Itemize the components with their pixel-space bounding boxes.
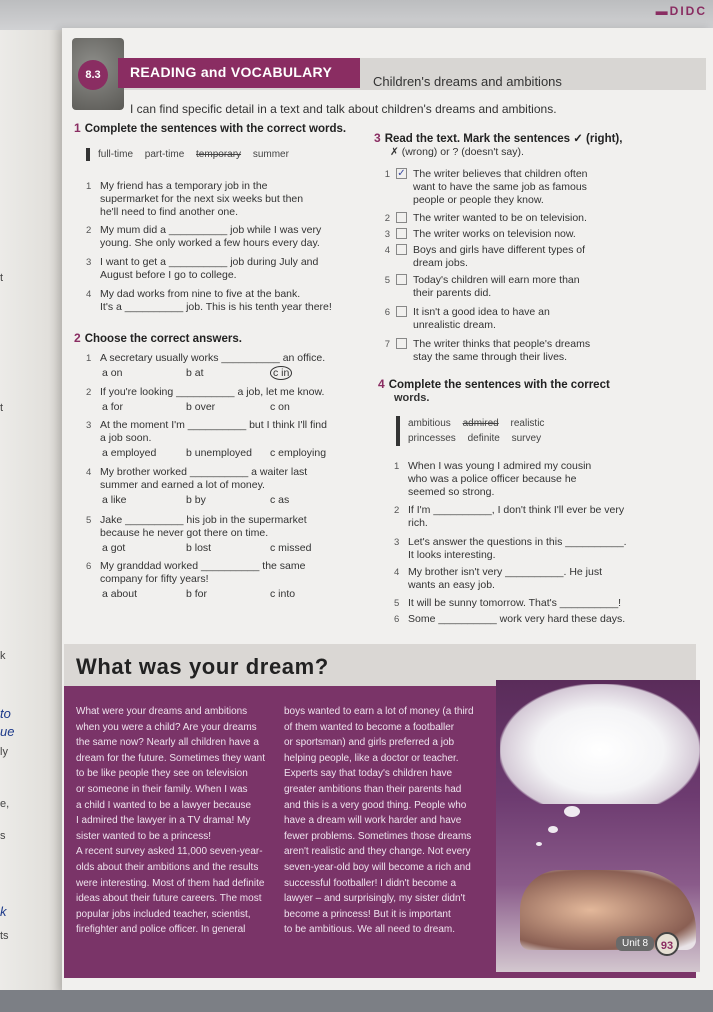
answer-options [102, 367, 354, 380]
article-line: of them wanted to become a footballer [284, 721, 455, 733]
exercise-item [86, 560, 376, 600]
item-text: who was a police officer because he [408, 473, 577, 485]
item-number: 4 [394, 567, 400, 578]
item-text: My granddad worked __________ the same [100, 560, 306, 572]
word-option: full-time [98, 149, 134, 160]
item-number: 2 [86, 387, 92, 398]
answer-option[interactable]: b over [186, 401, 216, 413]
item-number: 3 [384, 229, 390, 240]
item-text: A secretary usually works __________ an office. [100, 352, 326, 364]
item-text: summer and earned a lot of money. [100, 479, 265, 491]
margin-note: e, [0, 798, 10, 810]
tf-item [374, 228, 644, 241]
exercise-1 [74, 122, 364, 322]
item-text: It will be sunny tomorrow. That's __________! [408, 597, 622, 609]
word-option-used: admired [462, 418, 499, 429]
answer-checkbox[interactable] [396, 306, 407, 317]
item-number: 1 [384, 169, 390, 180]
item-text: supermarket for the next six weeks but then [100, 193, 304, 205]
answer-option[interactable]: a like [102, 494, 127, 506]
answer-options [102, 588, 354, 601]
answer-option[interactable]: c as [270, 494, 290, 506]
answer-options [102, 401, 354, 414]
answer-option[interactable]: c employing [270, 447, 327, 459]
article-title: What was your dream? [76, 654, 329, 679]
tf-item [374, 168, 644, 207]
article-line: greater ambitions than their parents had [284, 783, 462, 795]
article-line: firefighter and police officer. In general [76, 924, 246, 936]
item-text: rich. [408, 517, 428, 529]
article-line: become a princess! But it is important [284, 908, 451, 920]
item-number: 7 [384, 339, 390, 350]
exercise-item [86, 224, 376, 250]
word-option: definite [467, 433, 500, 444]
item-number: 3 [86, 420, 92, 431]
item-text: seemed so strong. [408, 486, 495, 498]
answer-options [102, 494, 354, 507]
article-line: What were your dreams and ambitions [76, 706, 248, 717]
answer-checkbox[interactable] [396, 244, 407, 255]
item-text: If you're looking __________ a job, let me know. [100, 386, 325, 398]
dream-cloud-image [500, 684, 700, 804]
word-option: part-time [144, 149, 185, 160]
article-line: helping people, like a doctor or teacher. [284, 752, 459, 764]
item-text: It's a __________ job. This is his tenth year there! [100, 301, 332, 313]
exercise-instruction: Choose the correct answers. [84, 333, 242, 345]
item-text: The writer works on television now. [413, 228, 576, 240]
exercise-item [86, 466, 376, 506]
article-line: lawyer – and surprisingly, my sister didn't [284, 893, 466, 905]
answer-checkbox[interactable] [396, 338, 407, 349]
item-text: a job soon. [100, 432, 152, 444]
exercise-item [394, 613, 664, 626]
article-line: Experts say that today's children have [284, 768, 453, 780]
article-line: seven-year-old boy will become a rich and [284, 861, 471, 873]
answer-option[interactable]: c into [270, 588, 296, 600]
answer-checkbox[interactable] [396, 274, 407, 285]
item-text: dream jobs. [413, 257, 468, 269]
word-box [86, 148, 298, 161]
margin-note: k [0, 904, 7, 919]
answer-option[interactable]: b at [186, 367, 204, 379]
answer-checkbox[interactable]: ✓ [397, 168, 406, 179]
answer-option[interactable]: a for [102, 401, 124, 413]
circled-answer: c in [270, 366, 292, 380]
word-option: ambitious [408, 418, 451, 429]
item-text: It isn't a good idea to have an [413, 306, 550, 318]
article-line: have a dream will work harder and have [284, 815, 462, 827]
answer-option[interactable]: a on [102, 367, 123, 379]
answer-checkbox[interactable] [396, 212, 407, 223]
item-text: I want to get a __________ job during July and [100, 256, 319, 268]
margin-note: ue [0, 724, 15, 739]
item-text: people or people they know. [413, 194, 544, 206]
item-text: My dad works from nine to five at the bank. [100, 288, 301, 300]
article-line: dream for the future. Sometimes they want [76, 752, 265, 764]
item-number: 6 [384, 307, 390, 318]
item-text: Some __________ work very hard these days. [408, 613, 626, 625]
bottom-edge [0, 990, 713, 1012]
word-option: survey [511, 433, 542, 444]
item-text: young. She only worked a few hours every day. [100, 237, 320, 249]
exercise-item [394, 536, 664, 562]
exercise-item [86, 256, 376, 282]
article-line: I admired the lawyer in a TV drama! My [76, 815, 251, 827]
answer-option[interactable]: c on [270, 401, 290, 413]
answer-option-circled[interactable] [270, 367, 354, 380]
answer-option[interactable]: b for [186, 588, 208, 600]
article-line: ideas about their future careers. The most [76, 893, 262, 905]
item-text: The writer believes that children often [413, 168, 588, 180]
article-line: fewer problems. Sometimes those dreams [284, 830, 472, 842]
item-text: wants an easy job. [408, 579, 495, 591]
tf-item [374, 338, 644, 364]
exercise-number: 3 [374, 131, 381, 145]
lesson-number-badge: 8.3 [78, 60, 108, 90]
item-number: 5 [86, 515, 92, 526]
exercise-instruction: Read the text. Mark the sentences ✓ (right), [384, 133, 623, 145]
margin-note: t [0, 402, 4, 414]
exercise-1-title [74, 122, 364, 136]
answer-option[interactable]: a employed [102, 447, 157, 459]
item-number: 2 [384, 213, 390, 224]
exercise-item [86, 180, 376, 219]
thought-bubble-icon [536, 842, 542, 846]
item-number: 2 [86, 225, 92, 236]
item-number: 5 [384, 275, 390, 286]
word-option: realistic [510, 418, 545, 429]
article-line: a child I wanted to be a lawyer because [76, 799, 252, 811]
item-text: August before I go to college. [100, 269, 237, 281]
item-text: want to have the same job as famous [413, 181, 587, 193]
unit-label: Unit 8 [616, 936, 654, 951]
item-text: The writer thinks that people's dreams [413, 338, 591, 350]
thought-bubble-icon [564, 806, 580, 817]
exercise-item [86, 386, 376, 413]
exercise-number: 4 [378, 377, 385, 391]
left-page-edge [0, 30, 68, 990]
article-line: to be ambitious. We all need to dream. [284, 924, 456, 936]
exercise-instruction: words. [394, 392, 430, 404]
item-text: My mum did a __________ job while I was very [100, 224, 322, 236]
exercise-2 [74, 332, 364, 612]
article-line: or someone in their family. When I was [76, 783, 248, 795]
exercise-instruction: Complete the sentences with the correct words. [84, 123, 347, 135]
exercise-item [86, 352, 376, 379]
exercise-4-title [378, 378, 648, 392]
article-line: the same now? Nearly all children have a [76, 737, 259, 749]
exercise-number: 1 [74, 121, 81, 135]
item-text: My brother isn't very __________. He just [408, 566, 603, 578]
section-title: READING and VOCABULARY [118, 58, 360, 88]
answer-options [102, 542, 354, 555]
item-number: 3 [86, 257, 92, 268]
item-text: unrealistic dream. [413, 319, 496, 331]
answer-option[interactable]: a got [102, 542, 126, 554]
item-text: stay the same through their lives. [413, 351, 568, 363]
exercise-instruction: Complete the sentences with the correct [388, 379, 610, 391]
margin-note: s [0, 830, 6, 842]
article-line: A recent survey asked 11,000 seven-year- [76, 846, 263, 858]
item-number: 1 [394, 461, 400, 472]
word-option: princesses [408, 433, 456, 444]
tf-item [374, 244, 644, 270]
article-line: successful footballer! I didn't become a [284, 877, 457, 889]
item-text: The writer wanted to be on television. [413, 212, 587, 224]
item-number: 2 [394, 505, 400, 516]
article-column-1 [76, 704, 276, 938]
exercise-item [394, 597, 664, 610]
item-number: 4 [86, 289, 92, 300]
exercise-3-title [374, 132, 644, 146]
corner-mark: ▬DIDC [655, 4, 707, 18]
section-subtitle: Children's dreams and ambitions [373, 74, 562, 89]
tf-item [374, 212, 644, 225]
item-text: because he never got there on time. [100, 527, 269, 539]
exercise-4 [378, 378, 648, 628]
exercise-item [394, 460, 664, 499]
item-text: Let's answer the questions in this __________. [408, 536, 627, 548]
article-line: sister wanted to be a princess! [76, 830, 212, 842]
article-column-2 [284, 704, 496, 938]
exercise-2-title [74, 332, 364, 346]
item-text: Boys and girls have different types of [413, 244, 585, 256]
item-text: Jake __________ his job in the supermarket [100, 514, 307, 526]
item-text: Today's children will earn more than [413, 274, 580, 286]
exercise-3 [374, 132, 644, 372]
item-number: 1 [86, 181, 92, 192]
item-number: 5 [394, 598, 400, 609]
item-text: When I was young I admired my cousin [408, 460, 592, 472]
thought-bubble-icon [548, 826, 558, 833]
item-number: 6 [86, 561, 92, 572]
item-number: 1 [86, 353, 92, 364]
margin-note: t [0, 272, 4, 284]
word-box [396, 416, 553, 446]
exercise-item [86, 288, 376, 314]
article-line: when you were a child? Are your dreams [76, 721, 257, 733]
item-text: My friend has a temporary job in the [100, 180, 268, 192]
exercise-item [86, 514, 376, 554]
article-line: and this is a very good thing. People who [284, 799, 467, 811]
exercise-item [394, 566, 664, 592]
word-option-used: temporary [196, 149, 242, 160]
article-line: were interesting. Most of them had definite [76, 877, 265, 889]
item-text: My brother worked __________ a waiter last [100, 466, 308, 478]
item-text: At the moment I'm __________ but I think I'll find [100, 419, 327, 431]
item-number: 3 [394, 537, 400, 548]
answer-options [102, 447, 354, 460]
word-option: summer [252, 149, 289, 160]
item-number: 4 [384, 245, 390, 256]
answer-option[interactable]: a about [102, 588, 138, 600]
margin-note: ts [0, 930, 9, 942]
article-line: popular jobs included teacher, scientist, [76, 908, 251, 920]
exercise-item [86, 419, 376, 459]
tf-item [374, 306, 644, 332]
answer-option[interactable]: c missed [270, 542, 312, 554]
tf-item [374, 274, 644, 300]
learning-objective: I can find specific detail in a text and talk about children's dreams and ambitions. [130, 102, 557, 116]
item-number: 4 [86, 467, 92, 478]
item-text: company for fifty years! [100, 573, 209, 585]
item-text: If I'm __________, I don't think I'll ever be very [408, 504, 625, 516]
article-line: or sportsman) and girls preferred a job [284, 737, 455, 749]
article-line: aren't realistic and they change. Not every [284, 846, 471, 858]
article-line: olds about their ambitions and the results [76, 861, 259, 873]
article-line: to be like people they see on television [76, 768, 248, 780]
item-text: It looks interesting. [408, 549, 496, 561]
answer-checkbox[interactable] [396, 228, 407, 239]
answer-option[interactable]: b unemployed [186, 447, 252, 459]
article-line: boys wanted to earn a lot of money (a third [284, 706, 474, 717]
exercise-instruction: ✗ (wrong) or ? (doesn't say). [390, 146, 524, 158]
item-text: he'll need to find another one. [100, 206, 239, 218]
page-number: 93 [655, 932, 679, 956]
item-number: 6 [394, 614, 400, 625]
margin-note: ly [0, 746, 8, 758]
answer-option[interactable]: b by [186, 494, 206, 506]
margin-note: k [0, 650, 6, 662]
exercise-number: 2 [74, 331, 81, 345]
margin-note: to [0, 706, 11, 721]
item-text: their parents did. [413, 287, 492, 299]
answer-option[interactable]: b lost [186, 542, 212, 554]
exercise-item [394, 504, 664, 530]
